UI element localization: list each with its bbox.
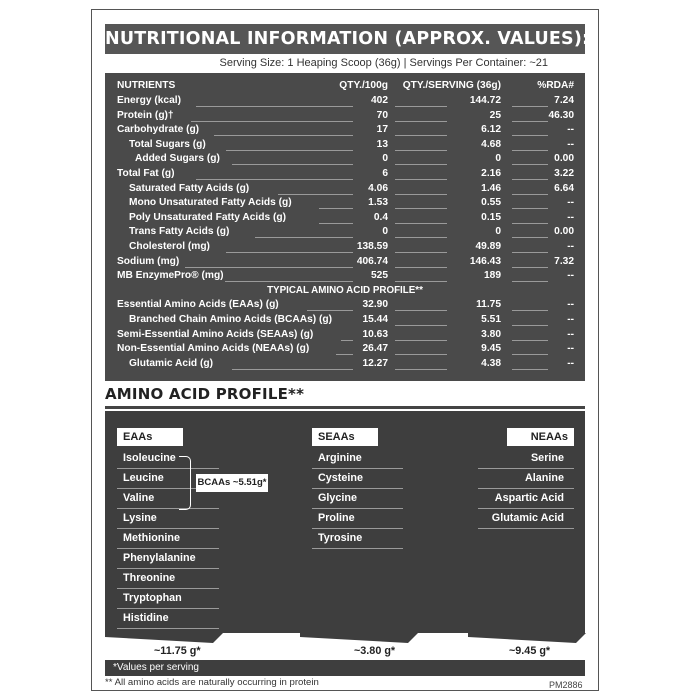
table-row	[105, 196, 585, 211]
leader-line	[512, 340, 548, 341]
rda-percent: 0.00	[554, 153, 574, 165]
qty-per-serving: 6.12	[481, 124, 501, 136]
qty-per-100g: 4.06	[368, 182, 388, 194]
rda-percent: --	[567, 299, 574, 311]
qty-per-serving: 0.15	[481, 211, 501, 223]
eaa-total-pointer	[105, 633, 223, 643]
leader-line	[395, 150, 447, 151]
table-row	[105, 167, 585, 182]
nutrient-name: Trans Fatty Acids (g)	[129, 226, 230, 238]
qty-per-100g: 10.63	[362, 328, 388, 340]
nutrient-name: Total Fat (g)	[117, 168, 175, 179]
leader-line	[512, 121, 548, 122]
leader-line	[512, 150, 548, 151]
neaa-total-pointer	[468, 633, 586, 643]
table-row	[105, 211, 585, 226]
table-row	[105, 298, 585, 313]
leader-line	[512, 354, 548, 355]
qty-per-serving: 9.45	[481, 343, 501, 355]
leader-line	[512, 267, 548, 268]
rda-percent: 7.24	[554, 95, 574, 106]
naturally-occurring-note: ** All amino acids are naturally occurring in protein	[105, 677, 319, 688]
values-per-serving-note: *Values per serving	[105, 660, 585, 676]
leader-line	[341, 340, 353, 341]
nutrient-name: MB EnzymePro® (mg)	[117, 270, 224, 282]
qty-per-100g: 32.90	[362, 299, 388, 311]
leader-line	[512, 223, 548, 224]
leader-line	[512, 106, 548, 107]
leader-line	[395, 179, 447, 180]
leader-line	[512, 135, 548, 136]
qty-per-100g: 0	[382, 226, 388, 238]
leader-line	[512, 281, 548, 282]
seaa-tag: SEAAs	[312, 428, 378, 446]
header-nutrients: NUTRIENTS	[117, 80, 176, 91]
eaa-item: Histidine	[117, 609, 219, 629]
nutrient-name: Mono Unsaturated Fatty Acids (g)	[129, 197, 292, 209]
nutrient-name: Protein (g)†	[117, 109, 174, 121]
nutrition-title: NUTRITIONAL INFORMATION (APPROX. VALUES):	[105, 24, 585, 54]
neaa-total: ~9.45 g*	[509, 645, 551, 657]
table-row	[105, 109, 585, 124]
qty-per-100g: 402	[371, 95, 388, 106]
leader-line	[278, 194, 353, 195]
nutrient-name: Semi-Essential Amino Acids (SEAAs) (g)	[117, 328, 314, 340]
nutrient-name: Branched Chain Amino Acids (BCAAs) (g)	[129, 314, 333, 325]
eaa-tag: EAAs	[117, 428, 183, 446]
eaa-item: Phenylalanine	[117, 549, 219, 569]
neaa-tag: NEAAs	[507, 428, 574, 446]
leader-line	[191, 121, 353, 122]
qty-per-serving: 5.51	[481, 314, 501, 325]
leader-line	[512, 237, 548, 238]
seaa-item: Glycine	[312, 489, 403, 509]
rda-percent: --	[567, 343, 574, 355]
leader-line	[395, 369, 447, 370]
nutrient-name: Saturated Fatty Acids (g)	[129, 182, 250, 194]
leader-line	[307, 310, 353, 311]
table-row	[105, 240, 585, 255]
seaa-item: Tyrosine	[312, 529, 403, 549]
leader-line	[395, 237, 447, 238]
rda-percent: --	[567, 138, 574, 150]
leader-line	[395, 267, 447, 268]
nutrient-name: Energy (kcal)	[117, 95, 181, 106]
qty-per-serving: 0.55	[481, 197, 501, 209]
nutrient-name: Cholesterol (mg)	[129, 241, 210, 252]
eaa-item: Lysine	[117, 509, 219, 529]
qty-per-100g: 0.4	[373, 211, 388, 223]
qty-per-100g: 15.44	[362, 314, 388, 325]
leader-line	[255, 237, 353, 238]
qty-per-serving: 11.75	[476, 299, 501, 311]
table-row	[105, 269, 585, 284]
qty-per-serving: 49.89	[475, 241, 501, 252]
eaa-item: Threonine	[117, 569, 219, 589]
leader-line	[232, 164, 353, 165]
bcaa-bracket	[179, 456, 191, 510]
table-row	[105, 357, 585, 372]
rda-percent: --	[567, 328, 574, 340]
qty-per-serving: 0	[495, 226, 501, 238]
qty-per-100g: 0	[382, 153, 388, 165]
qty-per-serving: 3.80	[481, 328, 501, 340]
rda-percent: 7.32	[554, 255, 574, 267]
eaa-item: Valine	[117, 489, 219, 509]
neaa-item: Alanine	[478, 469, 574, 489]
table-header	[105, 79, 585, 94]
leader-line	[512, 194, 548, 195]
header-per-serving: QTY./SERVING (36g)	[402, 80, 501, 91]
leader-line	[196, 179, 353, 180]
qty-per-100g: 26.47	[362, 343, 388, 355]
leader-line	[512, 325, 548, 326]
leader-line	[395, 208, 447, 209]
leader-line	[395, 310, 447, 311]
leader-line	[395, 281, 447, 282]
leader-line	[395, 252, 447, 253]
qty-per-serving: 2.16	[481, 168, 501, 179]
leader-line	[196, 106, 353, 107]
qty-per-100g: 17	[376, 124, 388, 136]
rda-percent: 0.00	[554, 226, 574, 238]
serving-info: Serving Size: 1 Heaping Scoop (36g) | Servings Per Container: ~21	[219, 57, 548, 69]
neaa-item: Glutamic Acid	[478, 509, 574, 529]
qty-per-serving: 4.38	[481, 357, 501, 369]
seaa-item: Cysteine	[312, 469, 403, 489]
leader-line	[512, 208, 548, 209]
rda-percent: --	[567, 357, 574, 369]
rda-percent: --	[567, 241, 574, 252]
eaa-item: Isoleucine	[117, 449, 219, 469]
qty-per-serving: 146.43	[469, 255, 501, 267]
table-row	[105, 152, 585, 167]
neaa-item: Serine	[478, 449, 574, 469]
bcaa-badge: BCAAs ~5.51g*	[196, 474, 268, 492]
eaa-item: Tryptophan	[117, 589, 219, 609]
leader-line	[319, 208, 353, 209]
seaa-total-pointer	[300, 633, 418, 643]
rda-percent: 6.64	[554, 182, 574, 194]
leader-line	[395, 164, 447, 165]
qty-per-100g: 138.59	[356, 241, 388, 252]
leader-line	[395, 121, 447, 122]
table-row	[105, 94, 585, 109]
leader-line	[512, 252, 548, 253]
qty-per-100g: 12.27	[362, 357, 388, 369]
leader-line	[395, 106, 447, 107]
nutrient-name: Carbohydrate (g)	[117, 124, 200, 136]
leader-line	[395, 354, 447, 355]
qty-per-100g: 406.74	[356, 255, 388, 267]
leader-line	[232, 369, 353, 370]
leader-line	[226, 252, 353, 253]
table-row	[105, 255, 585, 270]
rda-percent: --	[567, 314, 574, 325]
leader-line	[395, 135, 447, 136]
qty-per-100g: 525	[371, 270, 388, 282]
table-row	[105, 182, 585, 197]
rda-percent: --	[567, 211, 574, 223]
eaa-item: Leucine	[117, 469, 219, 489]
leader-line	[226, 150, 353, 151]
nutrient-name: Added Sugars (g)	[135, 153, 220, 165]
amino-acid-profile-title: AMINO ACID PROFILE**	[105, 385, 305, 403]
table-row	[105, 123, 585, 138]
leader-line	[512, 310, 548, 311]
leader-line	[319, 223, 353, 224]
rda-percent: 46.30	[548, 109, 574, 121]
seaa-total: ~3.80 g*	[354, 645, 396, 657]
qty-per-100g: 13	[376, 138, 388, 150]
table-row	[105, 313, 585, 328]
nutrient-name: Non-Essential Amino Acids (NEAAs) (g)	[117, 343, 310, 355]
nutrient-name: Essential Amino Acids (EAAs) (g)	[117, 299, 279, 311]
leader-line	[512, 164, 548, 165]
table-row	[105, 138, 585, 153]
leader-line	[395, 340, 447, 341]
qty-per-serving: 1.46	[481, 182, 501, 194]
leader-line	[214, 135, 353, 136]
table-row	[105, 328, 585, 343]
nutrient-name: Total Sugars (g)	[129, 138, 206, 150]
neaa-item: Aspartic Acid	[478, 489, 574, 509]
qty-per-serving: 189	[484, 270, 501, 282]
section-divider	[105, 406, 585, 409]
product-code: PM2886	[549, 680, 583, 690]
leader-line	[185, 267, 353, 268]
header-rda: %RDA#	[537, 80, 574, 91]
table-row	[105, 342, 585, 357]
header-per100: QTY./100g	[339, 80, 388, 91]
rda-percent: --	[567, 197, 574, 209]
rda-percent: 3.22	[554, 168, 574, 179]
nutrient-name: Sodium (mg)	[117, 255, 180, 267]
nutrient-name: Glutamic Acid (g)	[129, 357, 213, 369]
leader-line	[225, 281, 353, 282]
qty-per-serving: 144.72	[469, 95, 501, 106]
leader-line	[512, 369, 548, 370]
seaa-item: Arginine	[312, 449, 403, 469]
nutrient-name: Poly Unsaturated Fatty Acids (g)	[129, 211, 286, 223]
qty-per-serving: 25	[489, 109, 501, 121]
qty-per-serving: 0	[495, 153, 501, 165]
nutrition-table	[105, 73, 585, 381]
rda-percent: --	[567, 124, 574, 136]
qty-per-100g: 6	[382, 168, 388, 179]
leader-line	[512, 179, 548, 180]
qty-per-100g: 1.53	[368, 197, 388, 209]
qty-per-serving: 4.68	[481, 138, 501, 150]
leader-line	[395, 194, 447, 195]
leader-line	[336, 354, 353, 355]
seaa-item: Proline	[312, 509, 403, 529]
eaa-total: ~11.75 g*	[154, 645, 201, 657]
leader-line	[395, 223, 447, 224]
eaa-item: Methionine	[117, 529, 219, 549]
amino-profile-heading: TYPICAL AMINO ACID PROFILE**	[267, 284, 423, 296]
leader-line	[395, 325, 447, 326]
table-row	[105, 225, 585, 240]
qty-per-100g: 70	[376, 109, 388, 121]
rda-percent: --	[567, 270, 574, 282]
